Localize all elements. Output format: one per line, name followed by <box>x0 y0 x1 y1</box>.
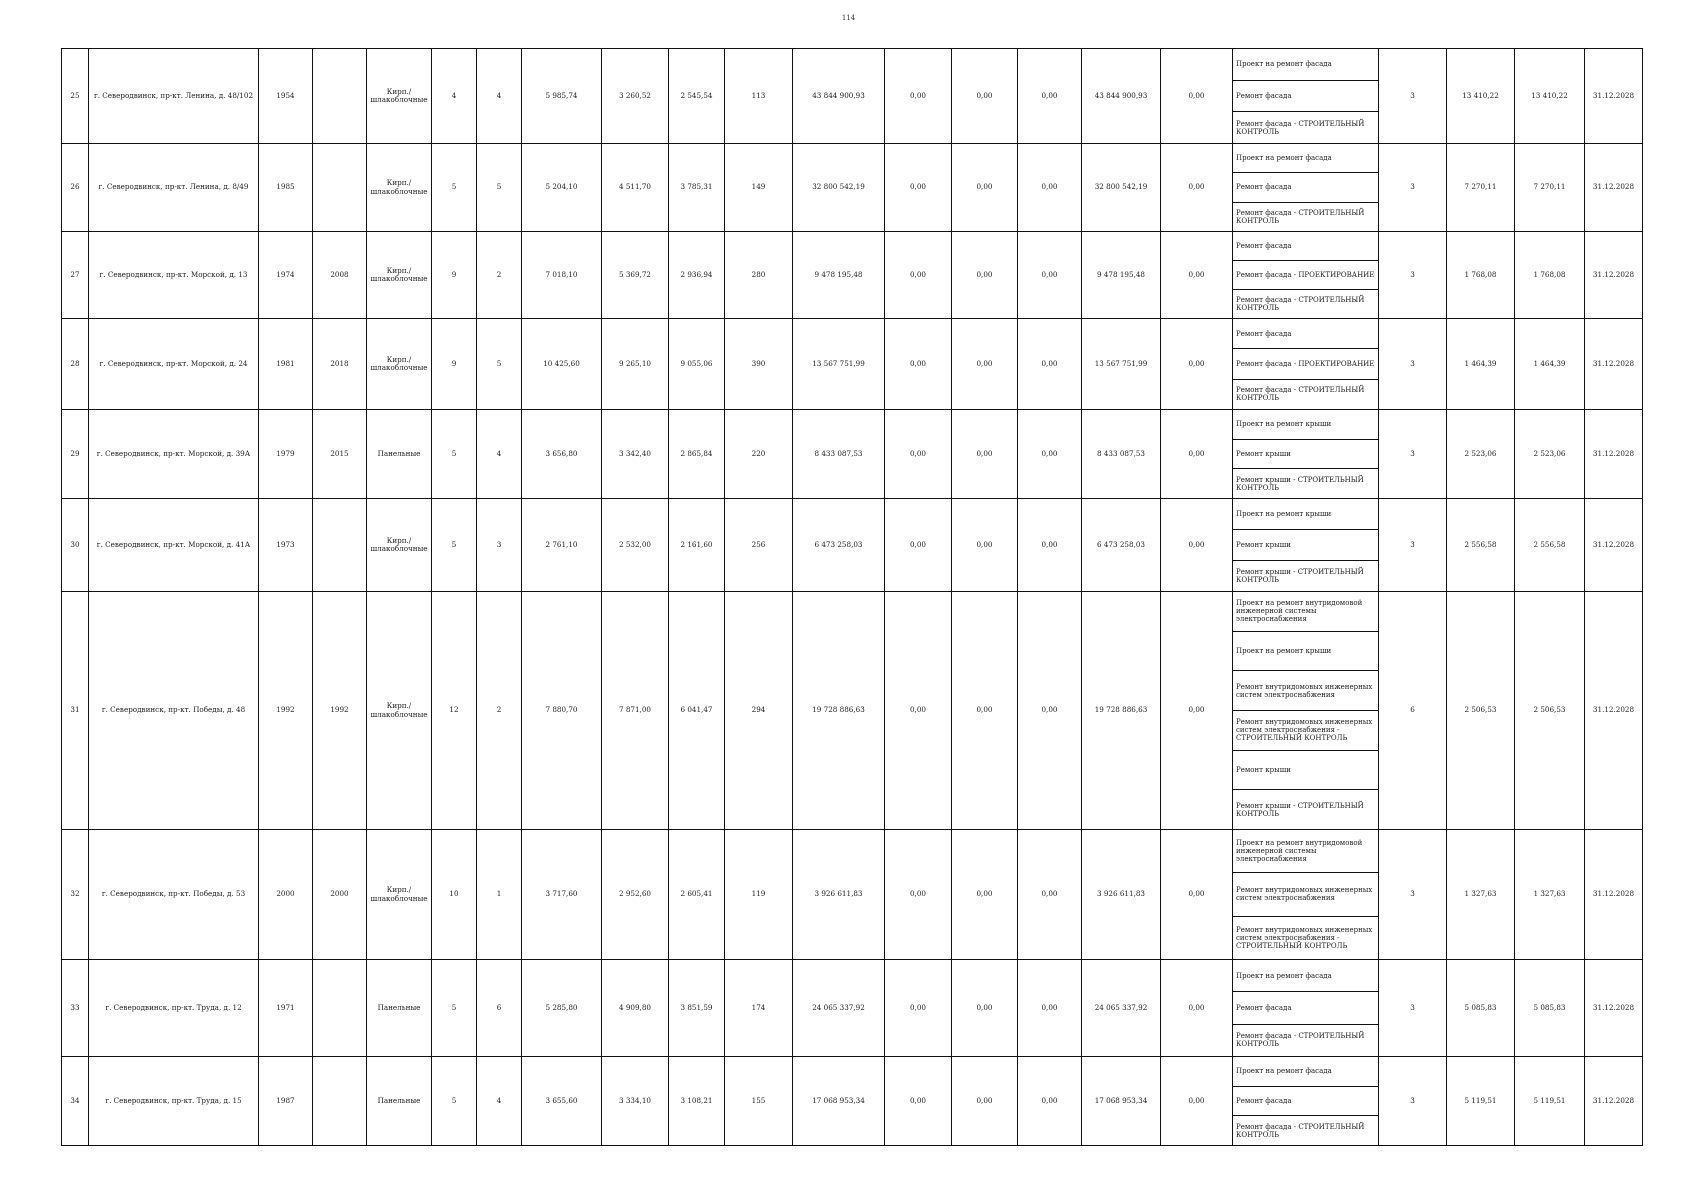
work-item: Ремонт фасада <box>1233 1087 1378 1117</box>
deadline-cell: 31.12.2028 <box>1585 410 1643 499</box>
work-item: Ремонт фасада - ПРОЕКТИРОВАНИЕ <box>1233 349 1378 379</box>
address-cell: г. Северодвинск, пр-кт. Морской, д. 13 <box>89 232 259 319</box>
year-built-cell: 1973 <box>259 499 313 592</box>
fund-other-cell: 0,00 <box>1161 49 1233 144</box>
floors-cell: 5 <box>432 499 477 592</box>
table-row <box>62 960 1643 1057</box>
area-total-cell: 5 285,80 <box>522 960 602 1057</box>
unit-cost-cell: 2 556,58 <box>1447 499 1515 592</box>
cost-total-cell: 8 433 087,53 <box>793 410 885 499</box>
cost-total-cell: 19 728 886,63 <box>793 592 885 830</box>
row-number-cell: 30 <box>62 499 89 592</box>
work-item: Ремонт фасада <box>1233 173 1378 202</box>
max-cost-cell: 13 410,22 <box>1515 49 1585 144</box>
row-number-cell: 29 <box>62 410 89 499</box>
code-cell: 3 <box>1379 319 1447 410</box>
year-overhaul-cell: 2008 <box>313 232 367 319</box>
deadline-cell: 31.12.2028 <box>1585 1057 1643 1146</box>
fund-region-cell: 0,00 <box>952 49 1018 144</box>
fund-local-cell: 0,00 <box>1018 1057 1082 1146</box>
work-item: Проект на ремонт крыши <box>1233 632 1378 672</box>
work-item: Проект на ремонт внутридомовой инженерной системы электроснабжения <box>1233 830 1378 873</box>
wall-material-cell: Кирп./ шлакоблочные <box>367 830 432 960</box>
table-row <box>62 144 1643 232</box>
area-total-cell: 5 985,74 <box>522 49 602 144</box>
area-total-cell: 5 204,10 <box>522 144 602 232</box>
area-living-cell: 7 871,00 <box>602 592 669 830</box>
table-row <box>62 319 1643 410</box>
area-living-cell: 3 334,10 <box>602 1057 669 1146</box>
fund-owners-cell: 13 567 751,99 <box>1082 319 1161 410</box>
work-item: Ремонт внутридомовых инженерных систем электроснабжения <box>1233 671 1378 711</box>
works-cell <box>1233 144 1379 232</box>
year-overhaul-cell: 2015 <box>313 410 367 499</box>
work-item: Ремонт внутридомовых инженерных систем электроснабжения - СТРОИТЕЛЬНЫЙ КОНТРОЛЬ <box>1233 711 1378 751</box>
fund-other-cell: 0,00 <box>1161 592 1233 830</box>
fund-other-cell: 0,00 <box>1161 319 1233 410</box>
work-item: Ремонт внутридомовых инженерных систем электроснабжения - СТРОИТЕЛЬНЫЙ КОНТРОЛЬ <box>1236 925 1373 950</box>
max-cost-cell: 2 506,53 <box>1515 592 1585 830</box>
floors-cell: 9 <box>432 232 477 319</box>
row-number-cell: 26 <box>62 144 89 232</box>
fund-federal-cell: 0,00 <box>885 410 952 499</box>
floors-cell: 12 <box>432 592 477 830</box>
work-item: Ремонт крыши - СТРОИТЕЛЬНЫЙ КОНТРОЛЬ <box>1236 801 1364 818</box>
residents-cell: 155 <box>725 1057 793 1146</box>
cost-total-cell: 9 478 195,48 <box>793 232 885 319</box>
fund-other-cell: 0,00 <box>1161 232 1233 319</box>
works-cell <box>1233 232 1379 319</box>
year-overhaul-cell: 2018 <box>313 319 367 410</box>
fund-federal-cell: 0,00 <box>885 232 952 319</box>
area-total-cell: 7 018,10 <box>522 232 602 319</box>
year-overhaul-cell <box>313 499 367 592</box>
works-cell <box>1233 592 1379 830</box>
wall-material-cell: Кирп./ шлакоблочные <box>367 592 432 830</box>
max-cost-cell: 1 768,08 <box>1515 232 1585 319</box>
fund-region-cell: 0,00 <box>952 960 1018 1057</box>
residents-cell: 174 <box>725 960 793 1057</box>
wall-material-cell: Кирп./ шлакоблочные <box>367 499 432 592</box>
entrances-cell: 1 <box>477 830 522 960</box>
fund-owners-cell: 6 473 258,03 <box>1082 499 1161 592</box>
year-built-cell: 1974 <box>259 232 313 319</box>
code-cell: 3 <box>1379 499 1447 592</box>
entrances-cell: 2 <box>477 592 522 830</box>
fund-federal-cell: 0,00 <box>885 49 952 144</box>
cost-total-cell: 13 567 751,99 <box>793 319 885 410</box>
entrances-cell: 5 <box>477 319 522 410</box>
unit-cost-cell: 13 410,22 <box>1447 49 1515 144</box>
area-apartments-cell: 2 161,60 <box>669 499 725 592</box>
works-cell <box>1233 960 1379 1057</box>
address-cell: г. Северодвинск, пр-кт. Морской, д. 41А <box>89 499 259 592</box>
floors-cell: 5 <box>432 144 477 232</box>
address-cell: г. Северодвинск, пр-кт. Труда, д. 15 <box>89 1057 259 1146</box>
work-item: Ремонт крыши <box>1233 530 1378 561</box>
work-item: Ремонт крыши <box>1233 440 1378 470</box>
fund-local-cell: 0,00 <box>1018 960 1082 1057</box>
cost-total-cell: 6 473 258,03 <box>793 499 885 592</box>
area-apartments-cell: 2 545,54 <box>669 49 725 144</box>
wall-material-cell: Кирп./ шлакоблочные <box>367 319 432 410</box>
area-living-cell: 4 511,70 <box>602 144 669 232</box>
area-living-cell: 2 532,00 <box>602 499 669 592</box>
address-cell: г. Северодвинск, пр-кт. Морской, д. 39А <box>89 410 259 499</box>
deadline-cell: 31.12.2028 <box>1585 960 1643 1057</box>
fund-federal-cell: 0,00 <box>885 960 952 1057</box>
fund-local-cell: 0,00 <box>1018 499 1082 592</box>
fund-other-cell: 0,00 <box>1161 1057 1233 1146</box>
work-item: Ремонт фасада <box>1233 81 1378 113</box>
area-living-cell: 9 265,10 <box>602 319 669 410</box>
fund-region-cell: 0,00 <box>952 319 1018 410</box>
works-cell <box>1233 410 1379 499</box>
fund-federal-cell: 0,00 <box>885 144 952 232</box>
area-living-cell: 2 952,60 <box>602 830 669 960</box>
cost-total-cell: 32 800 542,19 <box>793 144 885 232</box>
fund-federal-cell: 0,00 <box>885 830 952 960</box>
address-cell: г. Северодвинск, пр-кт. Ленина, д. 48/102 <box>89 49 259 144</box>
wall-material-cell: Панельные <box>367 410 432 499</box>
work-item: Ремонт крыши <box>1233 751 1378 791</box>
table-row <box>62 830 1643 960</box>
fund-owners-cell: 3 926 611,83 <box>1082 830 1161 960</box>
unit-cost-cell: 2 506,53 <box>1447 592 1515 830</box>
max-cost-cell: 2 523,06 <box>1515 410 1585 499</box>
floors-cell: 10 <box>432 830 477 960</box>
fund-region-cell: 0,00 <box>952 592 1018 830</box>
row-number-cell: 27 <box>62 232 89 319</box>
floors-cell: 4 <box>432 49 477 144</box>
table-row <box>62 592 1643 830</box>
unit-cost-cell: 1 327,63 <box>1447 830 1515 960</box>
residents-cell: 113 <box>725 49 793 144</box>
work-item: Проект на ремонт фасада <box>1233 144 1378 173</box>
unit-cost-cell: 5 085,83 <box>1447 960 1515 1057</box>
work-item: Ремонт фасада <box>1233 992 1378 1024</box>
year-overhaul-cell <box>313 1057 367 1146</box>
residents-cell: 220 <box>725 410 793 499</box>
fund-other-cell: 0,00 <box>1161 960 1233 1057</box>
wall-material-cell: Панельные <box>367 1057 432 1146</box>
work-item: Ремонт фасада - СТРОИТЕЛЬНЫЙ КОНТРОЛЬ <box>1236 208 1365 225</box>
work-item: Ремонт крыши - СТРОИТЕЛЬНЫЙ КОНТРОЛЬ <box>1236 567 1364 584</box>
floors-cell: 5 <box>432 960 477 1057</box>
year-overhaul-cell <box>313 49 367 144</box>
area-apartments-cell: 3 108,21 <box>669 1057 725 1146</box>
area-apartments-cell: 2 605,41 <box>669 830 725 960</box>
year-built-cell: 1992 <box>259 592 313 830</box>
year-built-cell: 1954 <box>259 49 313 144</box>
year-overhaul-cell <box>313 144 367 232</box>
address-cell: г. Северодвинск, пр-кт. Ленина, д. 8/49 <box>89 144 259 232</box>
fund-region-cell: 0,00 <box>952 410 1018 499</box>
address-cell: г. Северодвинск, пр-кт. Труда, д. 12 <box>89 960 259 1057</box>
address-cell: г. Северодвинск, пр-кт. Морской, д. 24 <box>89 319 259 410</box>
unit-cost-cell: 2 523,06 <box>1447 410 1515 499</box>
max-cost-cell: 1 464,39 <box>1515 319 1585 410</box>
area-total-cell: 7 880,70 <box>522 592 602 830</box>
area-apartments-cell: 3 785,31 <box>669 144 725 232</box>
fund-region-cell: 0,00 <box>952 830 1018 960</box>
year-built-cell: 1971 <box>259 960 313 1057</box>
area-apartments-cell: 2 865,84 <box>669 410 725 499</box>
cost-total-cell: 43 844 900,93 <box>793 49 885 144</box>
row-number-cell: 34 <box>62 1057 89 1146</box>
code-cell: 3 <box>1379 49 1447 144</box>
year-built-cell: 1987 <box>259 1057 313 1146</box>
works-cell <box>1233 499 1379 592</box>
year-built-cell: 1979 <box>259 410 313 499</box>
fund-local-cell: 0,00 <box>1018 410 1082 499</box>
fund-owners-cell: 19 728 886,63 <box>1082 592 1161 830</box>
year-overhaul-cell: 1992 <box>313 592 367 830</box>
row-number-cell: 33 <box>62 960 89 1057</box>
unit-cost-cell: 1 768,08 <box>1447 232 1515 319</box>
row-number-cell: 28 <box>62 319 89 410</box>
work-item: Ремонт фасада - СТРОИТЕЛЬНЫЙ КОНТРОЛЬ <box>1236 386 1365 403</box>
fund-region-cell: 0,00 <box>952 144 1018 232</box>
fund-region-cell: 0,00 <box>952 1057 1018 1146</box>
entrances-cell: 4 <box>477 49 522 144</box>
fund-federal-cell: 0,00 <box>885 1057 952 1146</box>
year-built-cell: 2000 <box>259 830 313 960</box>
works-cell <box>1233 830 1379 960</box>
cost-total-cell: 17 068 953,34 <box>793 1057 885 1146</box>
max-cost-cell: 5 085,83 <box>1515 960 1585 1057</box>
work-item: Ремонт фасада <box>1233 232 1378 261</box>
floors-cell: 5 <box>432 410 477 499</box>
row-number-cell: 32 <box>62 830 89 960</box>
wall-material-cell: Панельные <box>367 960 432 1057</box>
fund-local-cell: 0,00 <box>1018 49 1082 144</box>
year-overhaul-cell <box>313 960 367 1057</box>
deadline-cell: 31.12.2028 <box>1585 499 1643 592</box>
deadline-cell: 31.12.2028 <box>1585 144 1643 232</box>
fund-federal-cell: 0,00 <box>885 499 952 592</box>
works-cell <box>1233 1057 1379 1146</box>
max-cost-cell: 5 119,51 <box>1515 1057 1585 1146</box>
table-row <box>62 232 1643 319</box>
area-apartments-cell: 9 055,06 <box>669 319 725 410</box>
fund-local-cell: 0,00 <box>1018 830 1082 960</box>
table-body <box>62 49 1643 1146</box>
work-item: Проект на ремонт крыши <box>1233 410 1378 440</box>
fund-owners-cell: 32 800 542,19 <box>1082 144 1161 232</box>
area-apartments-cell: 3 851,59 <box>669 960 725 1057</box>
row-number-cell: 31 <box>62 592 89 830</box>
unit-cost-cell: 1 464,39 <box>1447 319 1515 410</box>
max-cost-cell: 1 327,63 <box>1515 830 1585 960</box>
fund-other-cell: 0,00 <box>1161 410 1233 499</box>
table-row <box>62 49 1643 144</box>
fund-local-cell: 0,00 <box>1018 144 1082 232</box>
code-cell: 6 <box>1379 592 1447 830</box>
work-item: Проект на ремонт внутридомовой инженерной системы электроснабжения <box>1233 592 1378 632</box>
residents-cell: 294 <box>725 592 793 830</box>
year-built-cell: 1985 <box>259 144 313 232</box>
area-apartments-cell: 6 041,47 <box>669 592 725 830</box>
entrances-cell: 2 <box>477 232 522 319</box>
max-cost-cell: 2 556,58 <box>1515 499 1585 592</box>
fund-other-cell: 0,00 <box>1161 499 1233 592</box>
works-cell <box>1233 319 1379 410</box>
area-apartments-cell: 2 936,94 <box>669 232 725 319</box>
residents-cell: 149 <box>725 144 793 232</box>
cost-total-cell: 24 065 337,92 <box>793 960 885 1057</box>
fund-local-cell: 0,00 <box>1018 232 1082 319</box>
floors-cell: 5 <box>432 1057 477 1146</box>
table-row <box>62 1057 1643 1146</box>
code-cell: 3 <box>1379 1057 1447 1146</box>
year-overhaul-cell: 2000 <box>313 830 367 960</box>
area-total-cell: 2 761,10 <box>522 499 602 592</box>
area-total-cell: 3 655,60 <box>522 1057 602 1146</box>
work-item: Ремонт фасада - СТРОИТЕЛЬНЫЙ КОНТРОЛЬ <box>1236 1032 1365 1049</box>
work-item: Ремонт фасада - ПРОЕКТИРОВАНИЕ <box>1233 261 1378 290</box>
code-cell: 3 <box>1379 830 1447 960</box>
deadline-cell: 31.12.2028 <box>1585 232 1643 319</box>
fund-federal-cell: 0,00 <box>885 592 952 830</box>
work-item: Ремонт внутридомовых инженерных систем электроснабжения <box>1233 873 1378 916</box>
work-item: Ремонт фасада - СТРОИТЕЛЬНЫЙ КОНТРОЛЬ <box>1236 1122 1365 1139</box>
area-total-cell: 3 717,60 <box>522 830 602 960</box>
address-cell: г. Северодвинск, пр-кт. Победы, д. 53 <box>89 830 259 960</box>
area-living-cell: 4 909,80 <box>602 960 669 1057</box>
row-number-cell: 25 <box>62 49 89 144</box>
fund-owners-cell: 24 065 337,92 <box>1082 960 1161 1057</box>
fund-owners-cell: 17 068 953,34 <box>1082 1057 1161 1146</box>
fund-owners-cell: 9 478 195,48 <box>1082 232 1161 319</box>
capital-repair-table <box>61 48 1643 1146</box>
fund-other-cell: 0,00 <box>1161 144 1233 232</box>
fund-owners-cell: 8 433 087,53 <box>1082 410 1161 499</box>
page-number: 114 <box>841 14 856 22</box>
fund-region-cell: 0,00 <box>952 499 1018 592</box>
entrances-cell: 4 <box>477 410 522 499</box>
entrances-cell: 3 <box>477 499 522 592</box>
floors-cell: 9 <box>432 319 477 410</box>
residents-cell: 390 <box>725 319 793 410</box>
wall-material-cell: Кирп./ шлакоблочные <box>367 232 432 319</box>
work-item: Ремонт фасада <box>1233 319 1378 349</box>
fund-federal-cell: 0,00 <box>885 319 952 410</box>
code-cell: 3 <box>1379 410 1447 499</box>
work-item: Проект на ремонт крыши <box>1233 499 1378 530</box>
unit-cost-cell: 5 119,51 <box>1447 1057 1515 1146</box>
work-item: Ремонт фасада - СТРОИТЕЛЬНЫЙ КОНТРОЛЬ <box>1236 119 1365 136</box>
work-item: Ремонт крыши - СТРОИТЕЛЬНЫЙ КОНТРОЛЬ <box>1236 475 1364 492</box>
work-item: Ремонт фасада - СТРОИТЕЛЬНЫЙ КОНТРОЛЬ <box>1236 295 1365 312</box>
area-living-cell: 3 342,40 <box>602 410 669 499</box>
table-row <box>62 499 1643 592</box>
cost-total-cell: 3 926 611,83 <box>793 830 885 960</box>
residents-cell: 256 <box>725 499 793 592</box>
area-living-cell: 5 369,72 <box>602 232 669 319</box>
entrances-cell: 5 <box>477 144 522 232</box>
deadline-cell: 31.12.2028 <box>1585 49 1643 144</box>
unit-cost-cell: 7 270,11 <box>1447 144 1515 232</box>
entrances-cell: 6 <box>477 960 522 1057</box>
fund-local-cell: 0,00 <box>1018 319 1082 410</box>
wall-material-cell: Кирп./ шлакоблочные <box>367 49 432 144</box>
deadline-cell: 31.12.2028 <box>1585 592 1643 830</box>
area-living-cell: 3 260,52 <box>602 49 669 144</box>
residents-cell: 280 <box>725 232 793 319</box>
deadline-cell: 31.12.2028 <box>1585 830 1643 960</box>
work-item: Проект на ремонт фасада <box>1233 960 1378 992</box>
year-built-cell: 1981 <box>259 319 313 410</box>
max-cost-cell: 7 270,11 <box>1515 144 1585 232</box>
table-row <box>62 410 1643 499</box>
fund-region-cell: 0,00 <box>952 232 1018 319</box>
wall-material-cell: Кирп./ шлакоблочные <box>367 144 432 232</box>
work-item: Проект на ремонт фасада <box>1233 49 1378 81</box>
area-total-cell: 10 425,60 <box>522 319 602 410</box>
fund-other-cell: 0,00 <box>1161 830 1233 960</box>
code-cell: 3 <box>1379 144 1447 232</box>
entrances-cell: 4 <box>477 1057 522 1146</box>
work-item: Проект на ремонт фасада <box>1233 1057 1378 1087</box>
deadline-cell: 31.12.2028 <box>1585 319 1643 410</box>
code-cell: 3 <box>1379 232 1447 319</box>
code-cell: 3 <box>1379 960 1447 1057</box>
residents-cell: 119 <box>725 830 793 960</box>
address-cell: г. Северодвинск, пр-кт. Победы, д. 48 <box>89 592 259 830</box>
fund-local-cell: 0,00 <box>1018 592 1082 830</box>
works-cell <box>1233 49 1379 144</box>
area-total-cell: 3 656,80 <box>522 410 602 499</box>
fund-owners-cell: 43 844 900,93 <box>1082 49 1161 144</box>
